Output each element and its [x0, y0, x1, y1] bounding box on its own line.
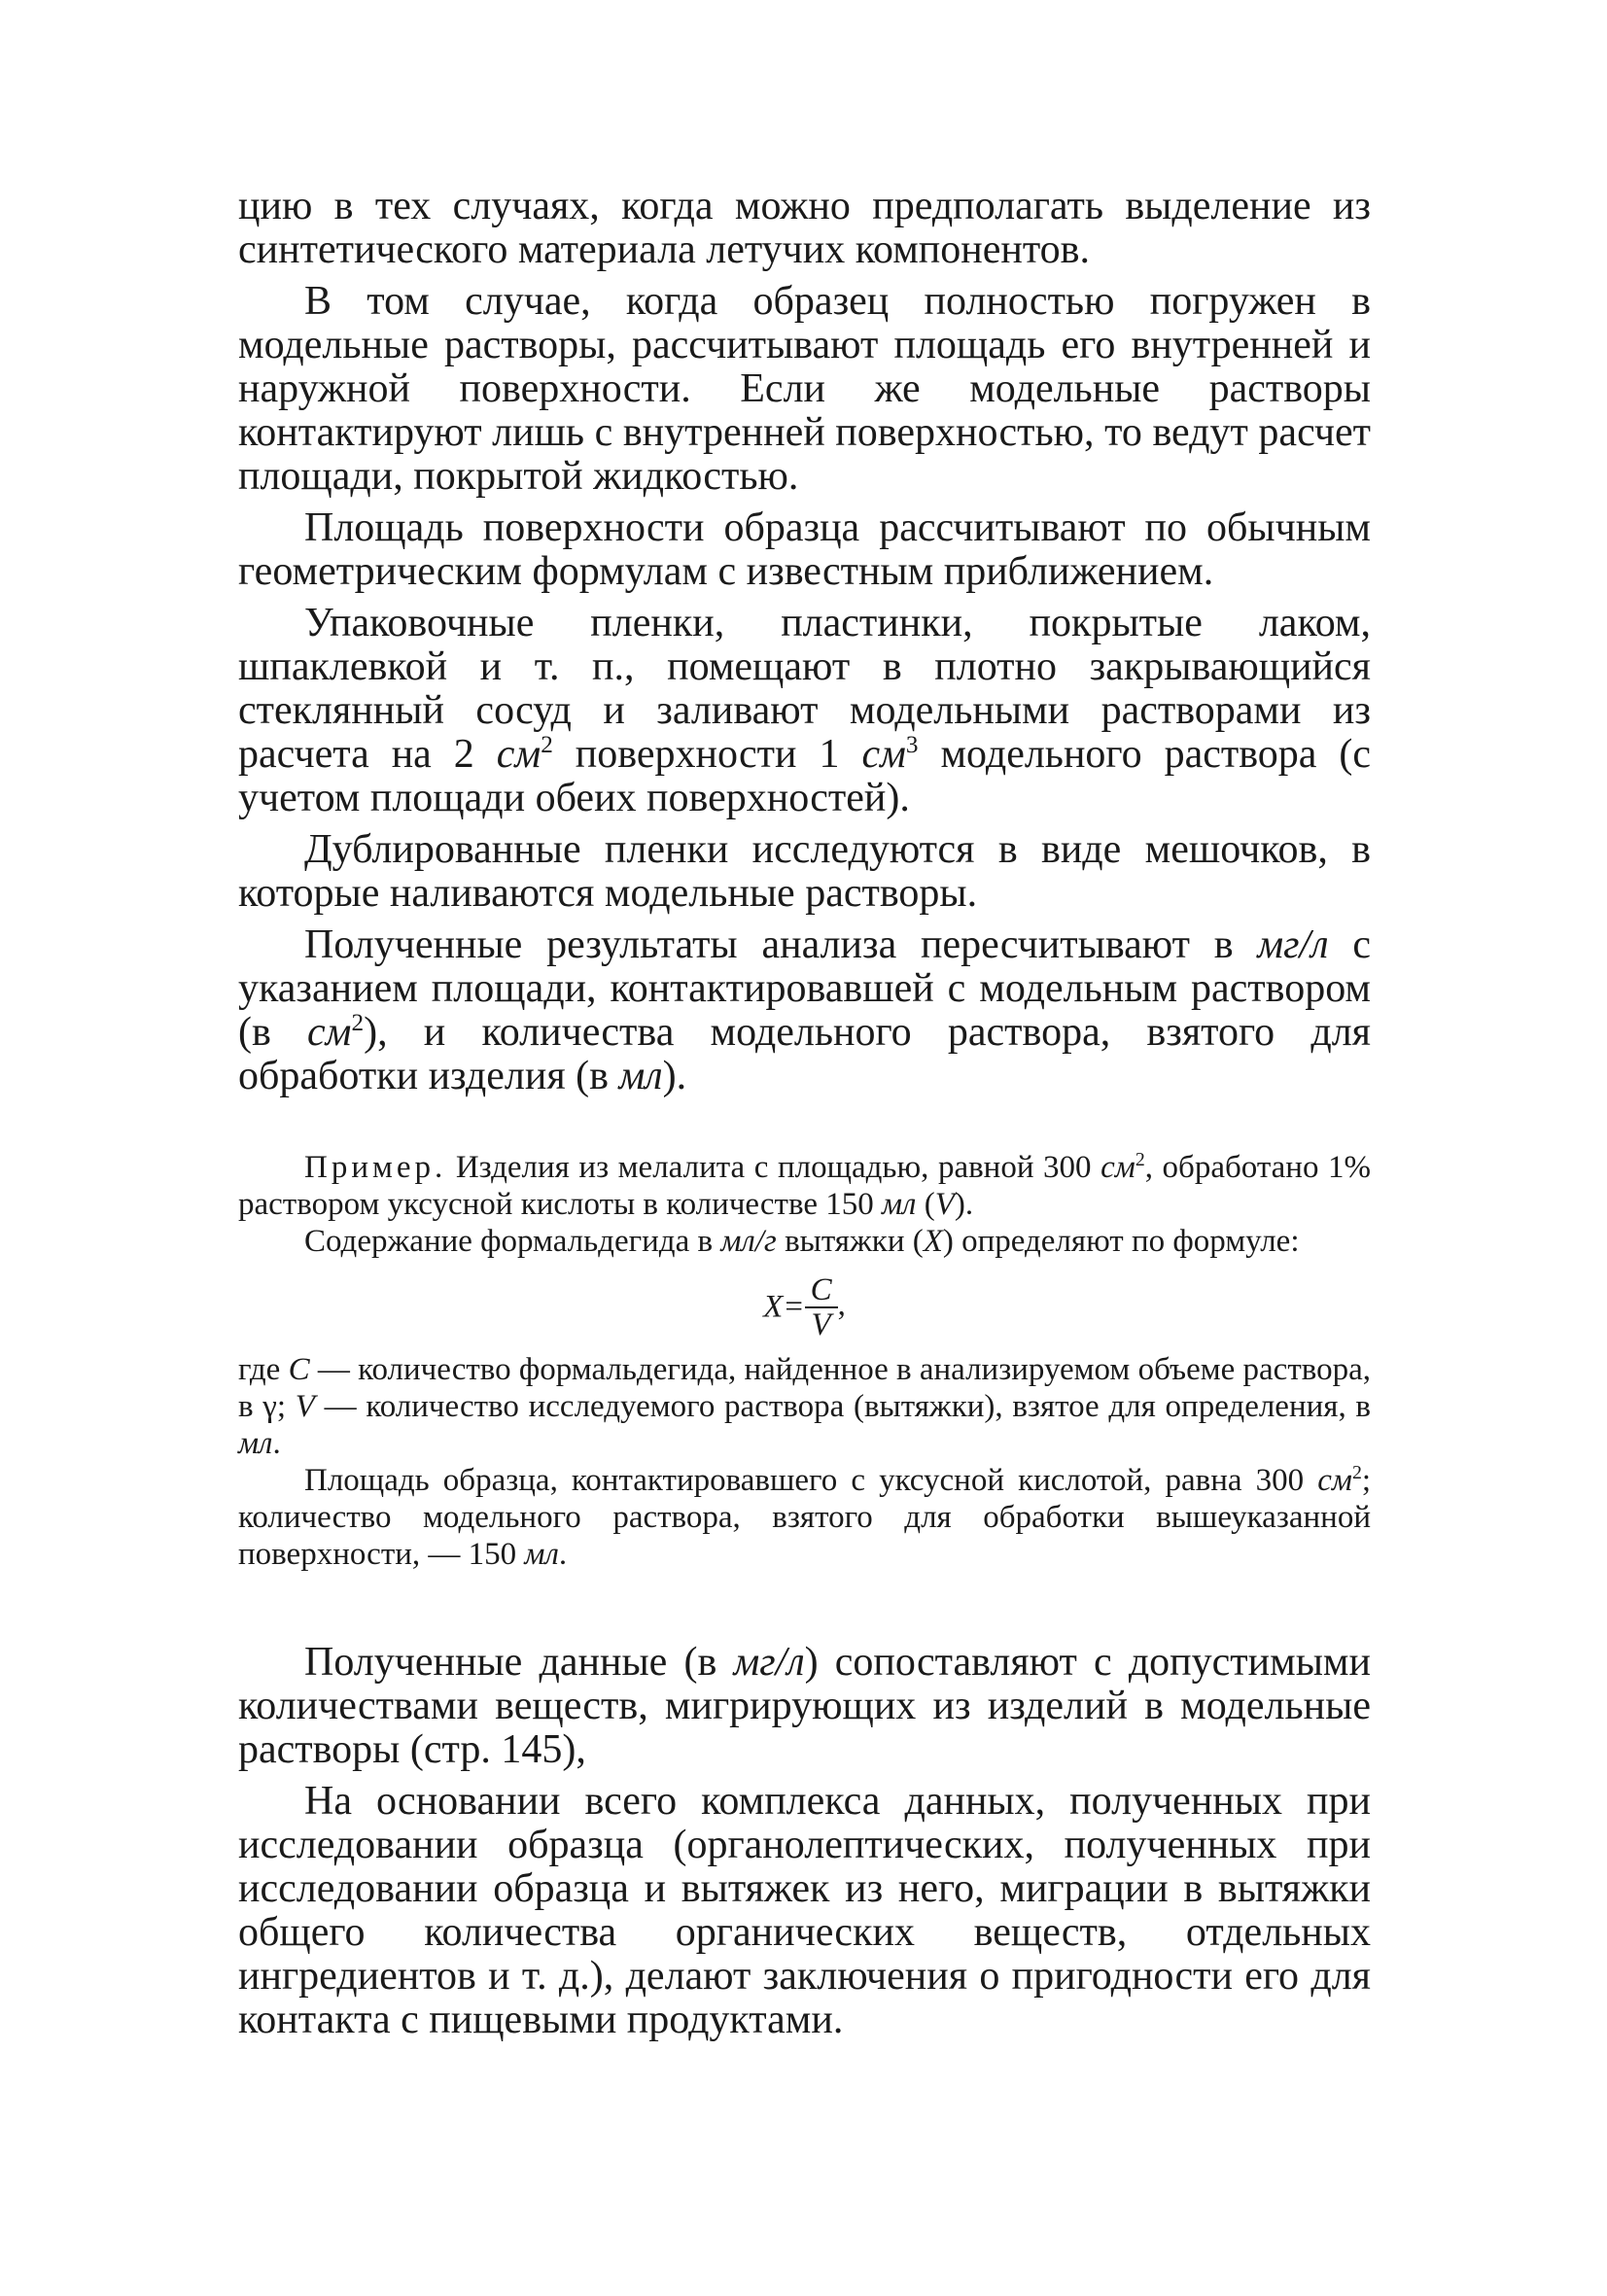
paragraph-continuation: цию в тех случаях, когда можно предполагать выделение из синтетического материала летучих компонентов. [238, 184, 1371, 272]
paragraph-packaging: Упаковочные пленки, пластинки, покрытые лаком, шпаклевкой и т. п., помещают в плотно закрывающийся стеклянный сосуд и заливают модельными растворами из расчета на 2 $см^2$ поверхности 1 $см^3$ модельного раствора (с учетом площади обеих поверхностей). [238, 601, 1372, 820]
conclusion-text [238, 1641, 1371, 2042]
paragraph-comparison: Полученные данные (в мг/л) сопоставляют с допустимыми количествами веществ, мигрирующих из изделий в модельные растворы (стр. 145), [238, 1640, 1371, 1772]
example-block [238, 1149, 1371, 1573]
paragraph-surface-area: Площадь поверхности образца рассчитывают по обычным геометрическим формулам с известным приближением. [238, 505, 1371, 594]
page-content [238, 185, 1371, 2042]
formula-comma: , [837, 1287, 846, 1323]
formula-numerator: C [805, 1273, 838, 1308]
paragraph-results: Полученные результаты анализа пересчитывают в мг/л с указанием площади, контактировавшей с модельным раствором (в $см^2$), и количества модельного раствора, взятого для обработки изделия (в мл). [238, 922, 1371, 1098]
paragraph-conclusion: На основании всего комплекса данных, полученных при исследовании образца (органолептических, полученных при исследовании образца и вытяжек из него, миграции в вытяжки общего количества органических веществ, отдельных ингредиентов и т. д.), делают заключения о пригодности его для контакта с пищевыми продуктами. [238, 1779, 1371, 2042]
formula-denominator: V [811, 1307, 831, 1342]
example-paragraph-1: Пример. Изделия из мелалита с площадью, равной 300 $см^2$, обработано 1% раствором уксусной кислоты в количестве 150 мл (V). [238, 1149, 1371, 1222]
paragraph-immersion: В том случае, когда образец полностью погружен в модельные растворы, рассчитывают площадь его внутренней и наружной поверхности. Если же модельные растворы контактируют лишь с внутренней поверхностью, то ведут расчет площади, покрытой жидкостью. [238, 279, 1371, 499]
formula-lhs: X= [763, 1289, 805, 1325]
example-paragraph-4: Площадь образца, контактировавшего с уксусной кислотой, равна 300 $см^2$; количество модельного раствора, взятого для обработки вышеуказанной поверхности, — 150 мл. [238, 1462, 1371, 1572]
example-paragraph-3: где C — количество формальдегида, найденное в анализируемом объеме раствора, в γ; V — количество исследуемого раствора (вытяжки), взятое для определения, в мл. [238, 1352, 1371, 1461]
example-label: Пример. [304, 1150, 447, 1185]
example-paragraph-2: Содержание формальдегида в мл/г вытяжки (X) определяют по формуле: [304, 1224, 1300, 1259]
main-text [238, 185, 1371, 1098]
formula [238, 1273, 1371, 1341]
formula-fraction [805, 1273, 838, 1341]
paragraph-duplicated-films: Дублированные пленки исследуются в виде мешочков, в которые наливаются модельные растворы. [238, 827, 1371, 916]
